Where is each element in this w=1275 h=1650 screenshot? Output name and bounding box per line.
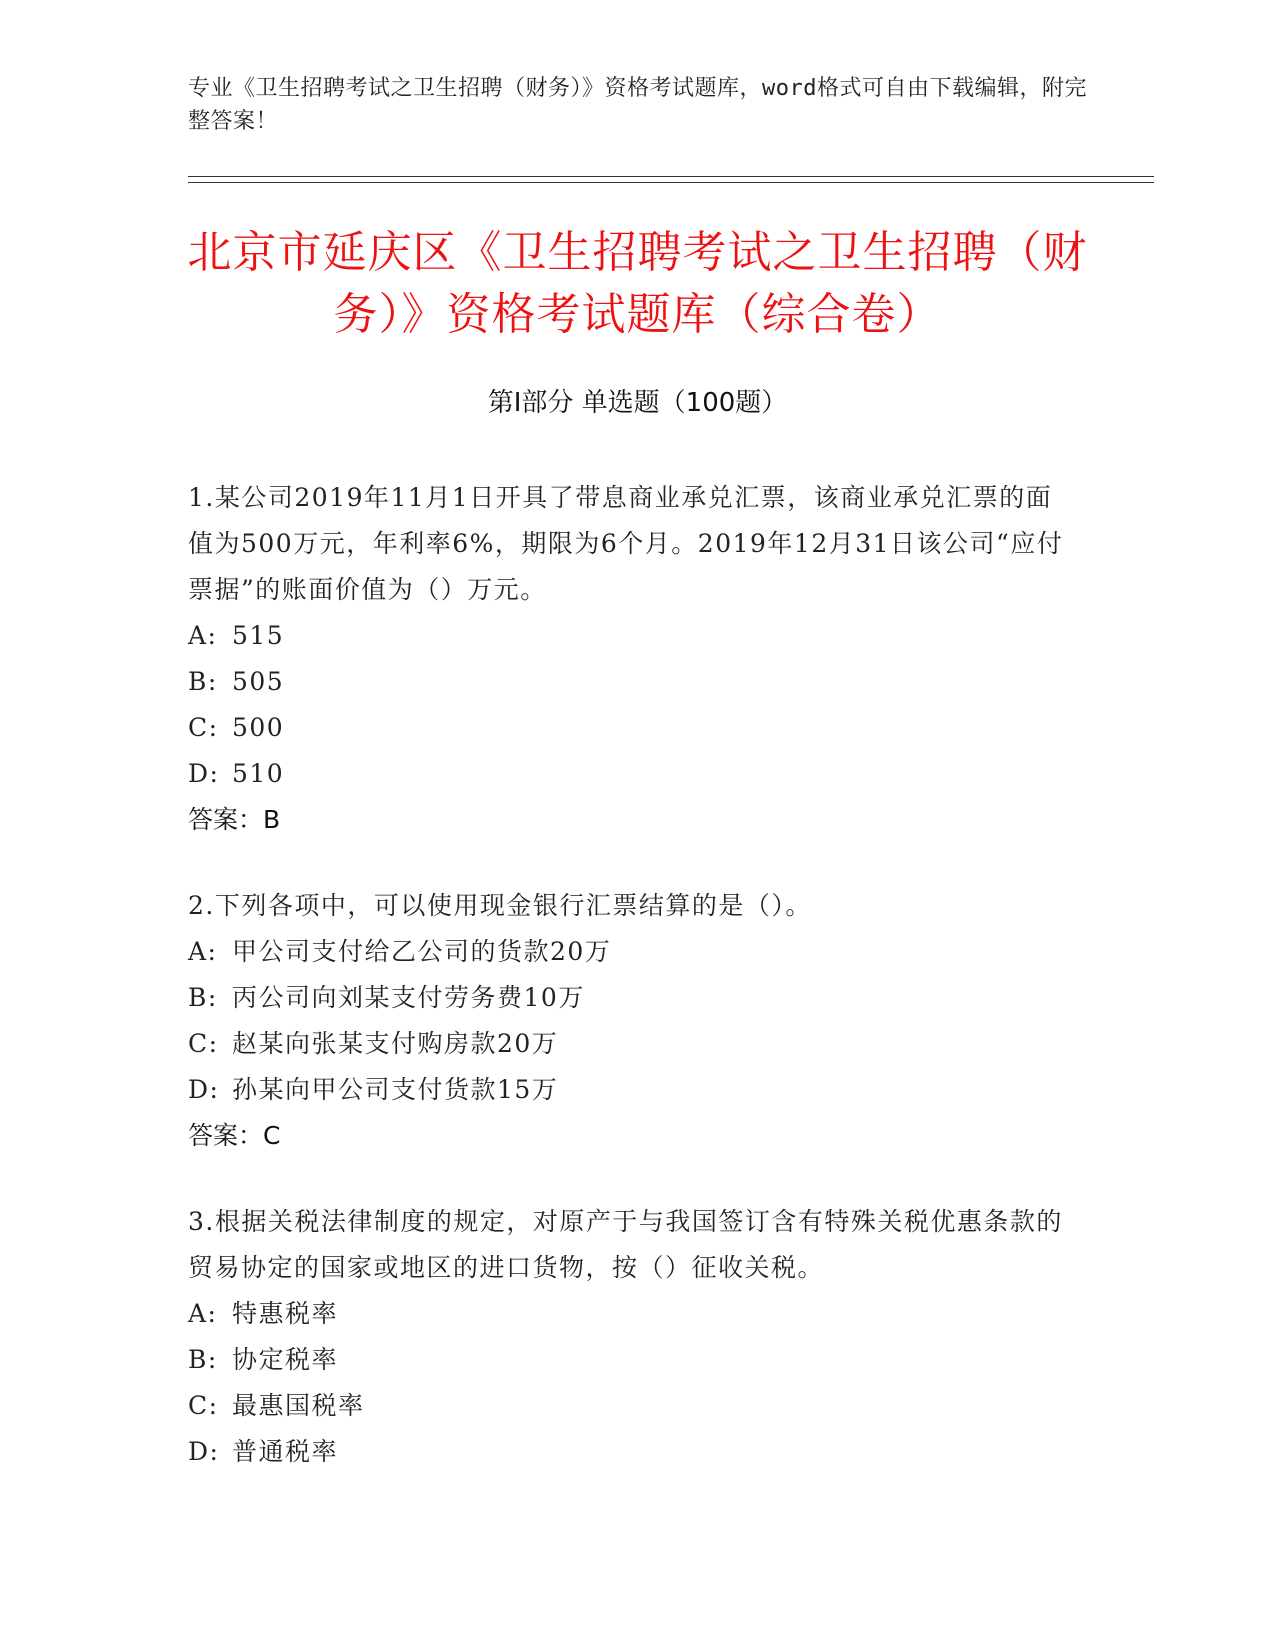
option-a [188, 929, 1068, 975]
option-text: 赵某向张某支付购房款20万 [232, 1029, 559, 1058]
option-a [188, 1291, 1068, 1337]
option-a [188, 613, 1068, 659]
option-letter: C: [188, 713, 219, 742]
question-2 [188, 883, 1068, 1159]
question-list [188, 475, 1068, 1515]
header-divider-top [188, 176, 1154, 177]
document-title: 北京市延庆区《卫生招聘考试之卫生招聘（财务）》资格考试题库（综合卷） [187, 227, 1088, 340]
option-letter: C: [188, 1029, 219, 1058]
question-stem: 2.下列各项中，可以使用现金银行汇票结算的是（）。 [188, 891, 812, 920]
question-stem: 3.根据关税法律制度的规定，对原产于与我国签订含有特殊关税优惠条款的贸易协定的国家或地区的进口货物，按（）征收关税。 [188, 1207, 1063, 1282]
option-letter: C: [188, 1391, 219, 1420]
option-text: 最惠国税率 [232, 1391, 365, 1420]
option-b [188, 975, 1068, 1021]
question-stem: 1.某公司2019年11月1日开具了带息商业承兑汇票，该商业承兑汇票的面值为500万元，年利率6%，期限为6个月。2019年12月31日该公司“应付票据”的账面价值为（）万元。 [188, 483, 1064, 604]
option-letter: D: [188, 1437, 220, 1466]
option-text: 甲公司支付给乙公司的货款20万 [232, 937, 612, 966]
option-text: 特惠税率 [232, 1299, 339, 1328]
header-note: 专业《卫生招聘考试之卫生招聘（财务）》资格考试题库，word格式可自由下载编辑，附完整答案！ [188, 76, 1087, 134]
option-text: 515 [232, 621, 285, 650]
option-d [188, 1067, 1068, 1113]
answer-label: 答案：C [188, 1121, 281, 1150]
option-b [188, 1337, 1068, 1383]
option-text: 500 [232, 713, 285, 742]
section-title: 第I部分 单选题（100题） [487, 388, 788, 418]
header-divider-bottom [188, 182, 1154, 183]
option-c [188, 1021, 1068, 1067]
answer-label: 答案：B [188, 805, 281, 834]
option-letter: D: [188, 759, 220, 788]
option-text: 协定税率 [232, 1345, 339, 1374]
option-letter: A: [188, 1299, 218, 1328]
question-3 [188, 1199, 1068, 1475]
option-letter: B: [188, 1345, 218, 1374]
option-d [188, 1429, 1068, 1475]
option-text: 普通税率 [232, 1437, 339, 1466]
option-letter: B: [188, 983, 218, 1012]
option-d [188, 751, 1068, 797]
option-text: 丙公司向刘某支付劳务费10万 [232, 983, 585, 1012]
option-c [188, 705, 1068, 751]
option-letter: D: [188, 1075, 220, 1104]
option-text: 510 [232, 759, 285, 788]
option-letter: A: [188, 621, 218, 650]
option-b [188, 659, 1068, 705]
option-text: 孙某向甲公司支付货款15万 [232, 1075, 559, 1104]
option-c [188, 1383, 1068, 1429]
option-text: 505 [232, 667, 285, 696]
question-1 [188, 475, 1068, 843]
option-letter: B: [188, 667, 218, 696]
option-letter: A: [188, 937, 218, 966]
